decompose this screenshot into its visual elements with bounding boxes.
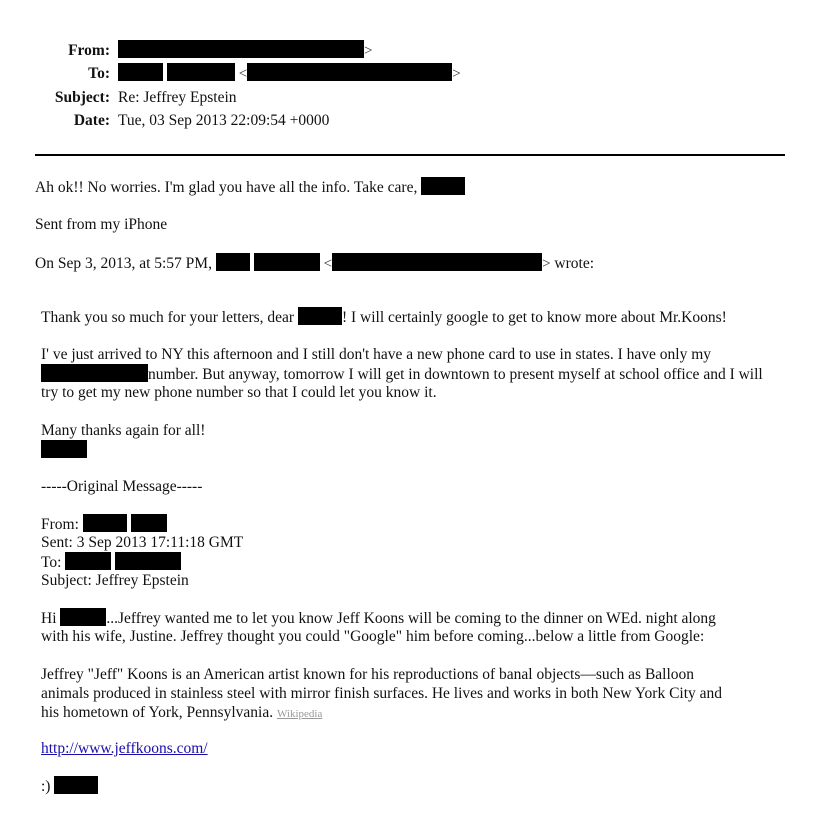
redacted-email xyxy=(332,253,542,271)
redacted-final-name xyxy=(54,776,98,794)
redacted-orig-to-last xyxy=(115,552,181,570)
redacted-signoff-name xyxy=(421,177,465,195)
redacted-name-first xyxy=(216,253,250,271)
redacted-name-last xyxy=(254,253,320,271)
redacted-signature xyxy=(41,440,87,458)
para2-line3: try to get my new phone number so that I could let you know it. xyxy=(41,384,437,401)
angle-close: > xyxy=(452,66,461,82)
orig-to-line: To: xyxy=(41,552,181,572)
redacted-recipient-email xyxy=(247,63,452,81)
wikipedia-link[interactable]: Wikipedia xyxy=(276,708,323,720)
signature-line xyxy=(41,440,87,460)
orig-sent-line: Sent: 3 Sep 2013 17:11:18 GMT xyxy=(41,534,244,551)
redacted-recipient-last xyxy=(167,63,235,81)
header-from-row xyxy=(0,40,828,62)
url-line xyxy=(41,739,208,758)
subject-label: Subject: xyxy=(54,89,110,106)
orig-from-line: From: xyxy=(41,514,167,534)
angle-close: > xyxy=(364,43,373,59)
hi-line1: Hi ...Jeffrey wanted me to let you know Jeff Koons will be coming to the dinner on WEd. night along xyxy=(41,610,716,627)
header-divider xyxy=(35,154,785,156)
redacted-orig-from-first xyxy=(83,514,127,532)
many-thanks-line: Many thanks again for all! xyxy=(41,422,206,439)
bio-line1: Jeffrey "Jeff" Koons is an American artist known for his reproductions of banal objects—such as Balloon xyxy=(41,666,695,683)
date-value: Tue, 03 Sep 2013 22:09:54 +0000 xyxy=(118,112,330,129)
redacted-name xyxy=(298,307,342,325)
para2-line2: number. But anyway, tomorrow I will get in downtown to present myself at school office and I will xyxy=(41,364,763,384)
from-label: From: xyxy=(68,42,110,59)
thanks-line: Thank you so much for your letters, dear ! I will certainly google to get to know more about Mr.Koons! xyxy=(41,309,727,326)
redacted-orig-to-first xyxy=(65,552,111,570)
hi-line2: with his wife, Justine. Jeffrey thought you could "Google" him before coming...below a little from Google: xyxy=(41,628,705,645)
header-subject-row xyxy=(0,87,828,109)
subject-value: Re: Jeffrey Epstein xyxy=(118,89,237,106)
date-label: Date: xyxy=(73,112,110,129)
bio-line3: his hometown of York, Pennsylvania. Wikipedia xyxy=(41,704,323,721)
original-message-divider: -----Original Message----- xyxy=(41,478,203,495)
redacted-phone xyxy=(41,364,148,382)
redacted-sender xyxy=(118,40,364,58)
header-to-row xyxy=(0,63,828,85)
to-label: To: xyxy=(88,65,110,82)
orig-subject-line: Subject: Jeffrey Epstein xyxy=(41,572,189,589)
redacted-hi-name xyxy=(60,608,106,626)
header-date-row xyxy=(0,110,828,132)
angle-open: < xyxy=(238,66,248,82)
redacted-recipient-first xyxy=(118,63,163,81)
attribution-line: On Sep 3, 2013, at 5:57 PM, < > wrote: xyxy=(35,255,595,272)
reply-line: Ah ok!! No worries. I'm glad you have all the info. Take care, xyxy=(35,177,465,197)
bio-line2: animals produced in stainless steel with mirror finish surfaces. He lives and works in both New York City and xyxy=(41,685,723,702)
smiley-line: :) xyxy=(41,776,98,796)
sent-from-line: Sent from my iPhone xyxy=(35,216,168,233)
para2-line1: I' ve just arrived to NY this afternoon and I still don't have a new phone card to use in states. I have only my xyxy=(41,346,712,363)
redacted-orig-from-last xyxy=(131,514,167,532)
jeffkoons-link[interactable]: http://www.jeffkoons.com/ xyxy=(41,740,208,757)
